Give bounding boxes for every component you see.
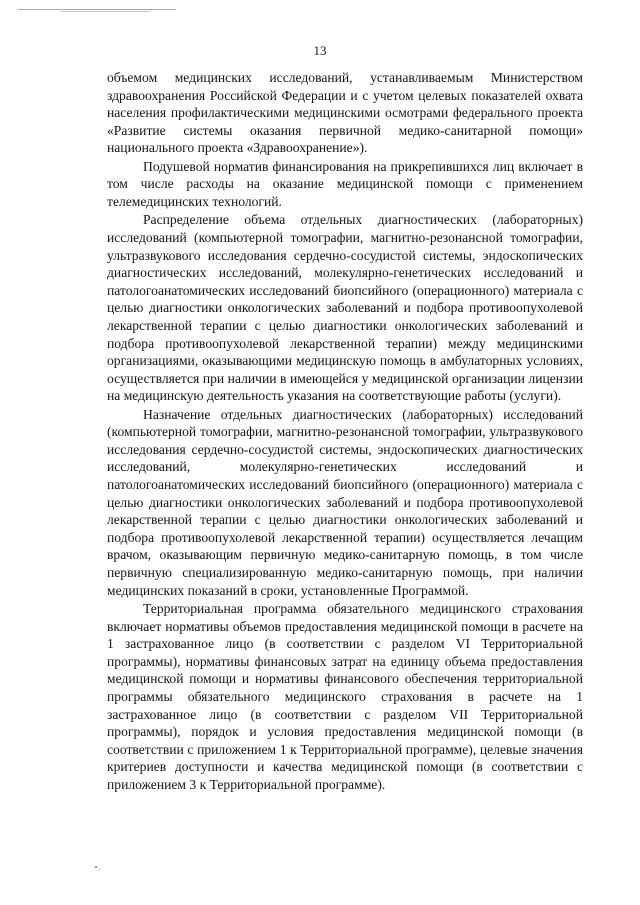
paragraph-continuation: объемом медицинских исследований, устанавливаемым Министерством здравоохранения Российской Федерации и с учетом целевых показателей охвата населения профилактическими медицинскими осмотрами федерального проекта «Развитие системы оказания первичной медико-санитарной помощи» национального проекта «Здравоохранение»). <box>107 70 583 156</box>
paragraph-diagnostic-assignment: Назначение отдельных диагностических (лабораторных) исследований (компьютерной томографии, магнитно-резонансной томографии, ультразвукового исследования сердечно-сосудистой системы, эндоскопических диагностических исследований, молекулярно-генетических исследований и патологоанатомических исследований биопсийного (операционного) материала с целью диагностики онкологических заболеваний и подбора противоопухолевой лекарственной терапии с целью диагностики онкологических заболеваний и подбора противоопухолевой лекарственной терапии) осуществляется лечащим врачом, оказывающим первичную медико-санитарную помощь, в том числе первичную специализированную медико-санитарную помощь, при наличии медицинских показаний в сроки, установленные Программой. <box>107 406 583 598</box>
scan-artifact-line <box>18 9 176 10</box>
document-body <box>107 69 583 794</box>
page-number: 13 <box>313 43 327 58</box>
paragraph-per-capita-standard: Подушевой норматив финансирования на прикрепившихся лиц включает в том числе расходы на оказание медицинской помощи с применением телемедицинских технологий. <box>107 158 583 209</box>
paragraph-territorial-program: Территориальная программа обязательного медицинского страхования включает нормативы объемов предоставления медицинской помощи в расчете на 1 застрахованное лицо (в соответствии с разделом VI Территориальной программы), нормативы финансовых затрат на единицу объема предоставления медицинской помощи и нормативы финансового обеспечения территориальной программы обязательного медицинского страхования в расчете на 1 застрахованное лицо (в соответствии с разделом VII Территориальной программы), порядок и условия предоставления медицинской помощи (в соответствии с приложением 1 к Территориальной программе), целевые значения критериев доступности и качества медицинской помощи (в соответствии с приложением 3 к Территориальной программе). <box>107 601 583 792</box>
scan-artifact-line <box>60 11 150 12</box>
paragraph-diagnostic-distribution: Распределение объема отдельных диагностических (лабораторных) исследований (компьютерной томографии, магнитно-резонансной томографии, ультразвукового исследования сердечно-сосудистой системы, эндоскопических диагностических исследований, молекулярно-генетических исследований и патологоанатомических исследований биопсийного (операционного) материала с целью диагностики онкологических заболеваний и подбора противоопухолевой лекарственной терапии с целью диагностики онкологических заболеваний и подбора противоопухолевой лекарственной терапии) между медицинскими организациями, оказывающими медицинскую помощь в амбулаторных условиях, осуществляется при наличии в имеющейся у медицинской организации лицензии на медицинскую деятельность указания на соответствующие работы (услуги). <box>107 212 583 404</box>
scan-speck <box>95 866 97 868</box>
scan-speck <box>99 869 100 870</box>
